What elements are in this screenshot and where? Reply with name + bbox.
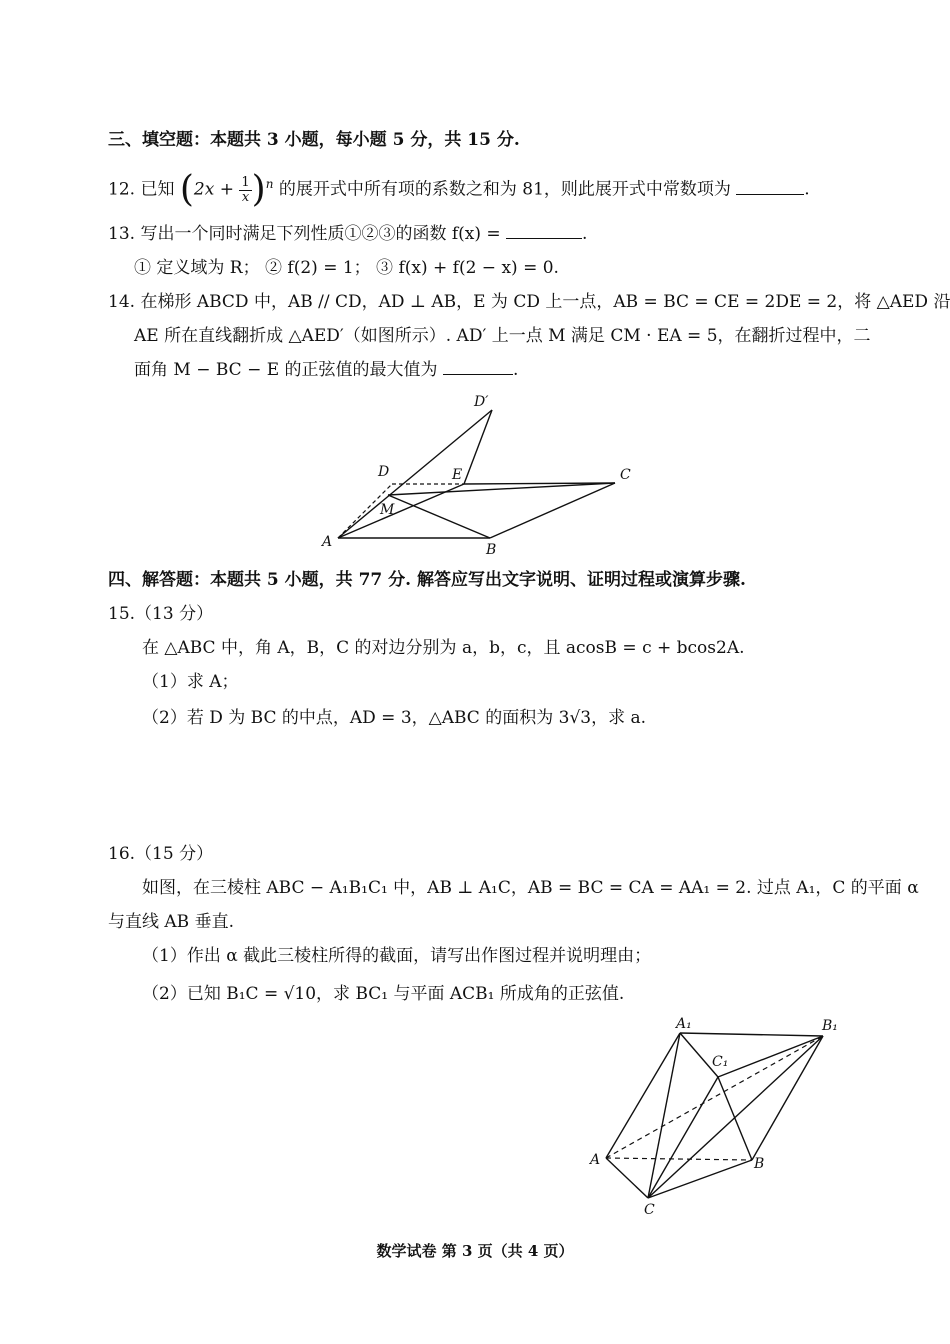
edge-c1b — [718, 1077, 752, 1160]
edge-aa1 — [606, 1033, 680, 1158]
q16-prism-figure — [585, 1010, 845, 1220]
q16-part-2: （2）已知 B₁C = √10，求 BC₁ 与平面 ACB₁ 所成角的正弦值. — [142, 984, 625, 1004]
q13-properties: ① 定义域为 R； ② f(2) = 1； ③ f(x) + f(2 − x) = 0. — [134, 258, 559, 278]
q16-stem-2: 与直线 AB 垂直. — [108, 912, 234, 932]
edge-cc1 — [648, 1077, 718, 1198]
q12-frac-num: 1 — [241, 174, 250, 190]
label-c1: C₁ — [712, 1054, 729, 1070]
label-d-prime: D′ — [474, 394, 489, 410]
q16-stem-1: 如图，在三棱柱 ABC − A₁B₁C₁ 中，AB ⊥ A₁C，AB = BC = CA = AA₁ = 2. 过点 A₁，C 的平面 α — [142, 878, 919, 898]
q12-fraction — [239, 176, 251, 205]
q12-suffix: 的展开式中所有项的系数之和为 81，则此展开式中常数项为 — [278, 179, 731, 200]
right-paren: ) — [251, 169, 266, 211]
edge-bb1 — [752, 1036, 823, 1160]
q14-end: . — [512, 360, 519, 380]
label-b: B — [486, 542, 497, 558]
edge-mc — [388, 483, 615, 495]
label-c: C — [644, 1202, 655, 1218]
q15-part-1: （1）求 A； — [142, 672, 239, 692]
question-12 — [108, 169, 810, 211]
answer-blank-14[interactable] — [443, 358, 513, 375]
q16-part-1: （1）作出 α 截此三棱柱所得的截面，请写出作图过程并说明理由； — [142, 946, 652, 966]
q14-trapezoid-figure — [310, 390, 670, 560]
edge-c1b1 — [718, 1036, 823, 1077]
q12-expr: 2x + — [193, 179, 234, 200]
edge-cb — [648, 1160, 752, 1198]
dashed-ab — [606, 1158, 752, 1160]
label-m: M — [380, 502, 395, 518]
edge-ac — [606, 1158, 648, 1198]
left-paren: ( — [179, 169, 194, 211]
label-e: E — [452, 467, 463, 483]
label-a: A — [590, 1152, 601, 1168]
q15-stem: 在 △ABC 中，角 A，B，C 的对边分别为 a，b，c，且 acosB = c + bcos2A. — [142, 638, 745, 658]
label-b1: B₁ — [822, 1018, 838, 1034]
section-3-title: 三、填空题：本题共 3 小题，每小题 5 分，共 15 分. — [108, 130, 520, 150]
q14-line-2: AE 所在直线翻折成 △AED′（如图所示）. AD′ 上一点 M 满足 CM · EA = 5，在翻折过程中，二 — [134, 326, 871, 346]
edge-mb — [388, 495, 490, 538]
edge-ad1 — [338, 410, 492, 538]
label-a1: A₁ — [676, 1016, 692, 1032]
section-4-title: 四、解答题：本题共 5 小题，共 77 分. 解答应写出文字说明、证明过程或演算步骤. — [108, 570, 746, 590]
question-14-line-3 — [134, 358, 518, 382]
page-footer: 数学试卷 第 3 页（共 4 页） — [376, 1242, 574, 1260]
q12-end: . — [804, 179, 810, 200]
question-13 — [108, 222, 587, 246]
q16-head: 16.（15 分） — [108, 844, 214, 864]
label-a: A — [322, 534, 333, 550]
q13-text: 13. 写出一个同时满足下列性质①②③的函数 f(x) = — [108, 224, 501, 244]
q14-line-3: 面角 M − BC − E 的正弦值的最大值为 — [134, 360, 438, 380]
q14-line-1: 14. 在梯形 ABCD 中，AB // CD，AD ⊥ AB，E 为 CD 上一点，AB = BC = CE = 2DE = 2，将 △AED 沿 — [108, 292, 950, 312]
answer-blank-12[interactable] — [736, 178, 804, 195]
edge-a1b1 — [680, 1033, 823, 1036]
q15-head: 15.（13 分） — [108, 604, 214, 624]
label-d: D — [378, 464, 390, 480]
edge-ec — [464, 483, 615, 484]
q12-prefix: 12. 已知 — [108, 179, 175, 200]
answer-blank-13[interactable] — [506, 222, 582, 239]
edge-bc — [490, 483, 615, 538]
label-b: B — [754, 1156, 765, 1172]
q12-frac-den: x — [241, 189, 250, 205]
q12-exponent: n — [265, 177, 274, 191]
label-c: C — [620, 467, 631, 483]
q13-end: . — [582, 224, 588, 244]
q15-part-2: （2）若 D 为 BC 的中点，AD = 3，△ABC 的面积为 3√3，求 a. — [142, 708, 647, 728]
